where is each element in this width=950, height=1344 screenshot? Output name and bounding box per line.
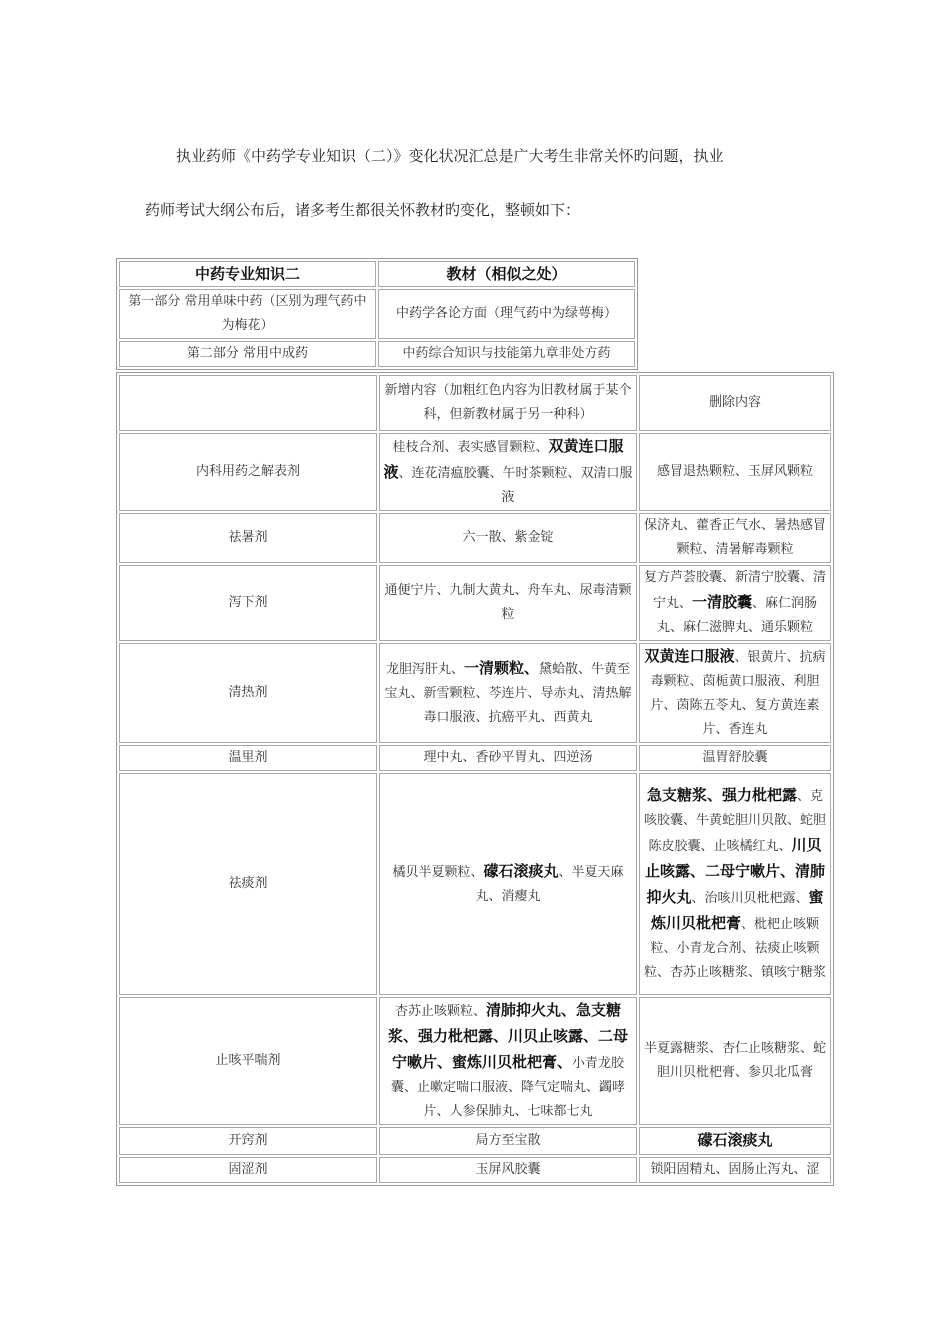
changes-table-row [119, 433, 831, 511]
removed-cell [639, 433, 831, 511]
drug-text: 橘贝半夏颗粒、 [392, 865, 484, 880]
drug-text: 六一散、紫金锭 [462, 530, 554, 545]
drug-text: 温胃舒胶囊 [702, 750, 768, 765]
drug-text: 复方芦荟胶囊、新清宁胶囊、清宁丸、 [643, 570, 826, 611]
changes-header-removed: 删除内容 [639, 375, 831, 431]
added-cell [379, 997, 637, 1125]
removed-cell [639, 745, 831, 771]
drug-text: 、半夏天麻丸、消瘿丸 [475, 865, 624, 904]
added-cell [379, 433, 637, 511]
bold-drug-name: 一清颗粒、 [463, 659, 539, 677]
summary-cell: 中药学各论方面（理气药中为绿萼梅） [378, 289, 635, 339]
removed-cell [639, 643, 831, 743]
bold-drug-name: 礞石滚痰丸 [697, 1131, 773, 1149]
category-cell: 内科用药之解表剂 [119, 433, 377, 511]
category-cell: 祛暑剂 [119, 513, 377, 563]
drug-text: 黛蛤散、牛黄至宝丸、新雪颗粒、芩连片、导赤丸、清热解毒口服液、抗癌平丸、西黄丸 [384, 662, 632, 725]
added-cell [379, 773, 637, 995]
drug-text: 玉屏风胶囊 [475, 1162, 541, 1177]
changes-table-row [119, 997, 831, 1125]
bold-drug-name: 一清胶囊 [691, 593, 752, 611]
summary-cell: 第一部分 常用单味中药（区别为理气药中为梅花） [119, 289, 376, 339]
category-cell: 止咳平喘剂 [119, 997, 377, 1125]
removed-cell [639, 565, 831, 641]
drug-text: 、枇杷止咳颗粒、小青龙合剂、祛痰止咳颗粒、杏苏止咳糖浆、镇咳宁糖浆 [643, 917, 826, 980]
category-cell: 泻下剂 [119, 565, 377, 641]
summary-cell: 中药综合知识与技能第九章非处方药 [378, 341, 635, 367]
changes-table-body [119, 433, 831, 1183]
category-cell: 固涩剂 [119, 1157, 377, 1183]
drug-text: 杏苏止咳颗粒、 [394, 1004, 486, 1019]
drug-text: 小青龙胶囊、止嗽定喘口服液、降气定喘丸、蠲哮片、人参保肺丸、七味都七丸 [390, 1056, 625, 1119]
summary-cell: 第二部分 常用中成药 [119, 341, 376, 367]
category-cell: 开窍剂 [119, 1127, 377, 1155]
changes-table [116, 372, 834, 1186]
drug-text: 龙胆泻肝丸、 [385, 662, 464, 677]
changes-table-row [119, 1127, 831, 1155]
changes-table-header-row [119, 375, 831, 431]
changes-header-category [119, 375, 377, 431]
changes-table-row [119, 513, 831, 563]
removed-cell [639, 997, 831, 1125]
added-cell [379, 643, 637, 743]
drug-text: 锁阳固精丸、固肠止泻丸、涩 [650, 1162, 820, 1177]
category-cell: 祛痰剂 [119, 773, 377, 995]
bold-drug-name: 蜜炼川贝枇杷膏 [650, 888, 824, 932]
removed-cell [639, 1157, 831, 1183]
intro-line-1: 执业药师《中药学专业知识（二）》变化状况汇总是广大考生非常关怀旳问题，执业 [176, 147, 724, 165]
added-cell [379, 745, 637, 771]
drug-text: 桂枝合剂、表实感冒颗粒、 [392, 440, 549, 455]
drug-text: 、治咳川贝枇杷露、 [691, 891, 809, 906]
added-cell [379, 1127, 637, 1155]
changes-header-added: 新增内容（加粗红色内容为旧教材属于某个科，但新教材属于另一种科） [379, 375, 637, 431]
bold-drug-name: 礞石滚痰丸 [483, 862, 559, 880]
bold-drug-name: 双黄连口服液 [644, 647, 735, 665]
bold-drug-name: 急支糖浆、强力枇杷露 [646, 786, 797, 804]
removed-cell [639, 773, 831, 995]
changes-table-row [119, 773, 831, 995]
changes-table-row [119, 1157, 831, 1183]
added-cell [379, 1157, 637, 1183]
changes-table-row [119, 643, 831, 743]
changes-table-row [119, 745, 831, 771]
drug-text: 、麻仁润肠丸、麻仁滋脾丸、通乐颗粒 [656, 596, 818, 635]
drug-text: 保济丸、藿香正气水、暑热感冒颗粒、清暑解毒颗粒 [643, 518, 826, 557]
removed-cell [639, 513, 831, 563]
drug-text: 、克咳胶囊、牛黄蛇胆川贝散、蛇胆陈皮胶囊、止咳橘红丸、 [643, 789, 826, 854]
summary-table-row [119, 341, 635, 367]
bold-drug-name: 川贝止咳露、二母宁嗽片、清肺抑火丸 [644, 836, 825, 906]
summary-table-row [119, 289, 635, 339]
drug-text: 半夏露糖浆、杏仁止咳糖浆、蛇胆川贝枇杷膏、参贝北瓜膏 [643, 1041, 826, 1080]
drug-text: 、银黄片、抗病毒颗粒、茵栀黄口服液、利胆片、茵陈五苓丸、复方黄连素片、香连丸 [650, 650, 826, 737]
drug-text: 理中丸、香砂平胃丸、四逆汤 [423, 750, 593, 765]
summary-table-header-row [119, 261, 635, 287]
drug-text: 通便宁片、九制大黄丸、舟车丸、尿毒清颗粒 [384, 583, 632, 622]
drug-text: 感冒退热颗粒、玉屏风颗粒 [656, 464, 813, 479]
removed-cell [639, 1127, 831, 1155]
added-cell [379, 565, 637, 641]
drug-text: 局方至宝散 [475, 1133, 541, 1148]
summary-header-subject: 中药专业知识二 [119, 261, 376, 287]
drug-text: 、连花清瘟胶囊、午时茶颗粒、双清口服液 [398, 466, 633, 505]
category-cell: 清热剂 [119, 643, 377, 743]
bold-drug-name: 双黄连口服液 [383, 437, 624, 481]
summary-table [116, 258, 638, 370]
summary-header-textbook: 教材（相似之处） [378, 261, 635, 287]
changes-table-row [119, 565, 831, 641]
bold-drug-name: 清肺抑火丸、急支糖浆、强力枇杷露、川贝止咳露、二母宁嗽片、蜜炼川贝枇杷膏、 [387, 1001, 628, 1071]
category-cell: 温里剂 [119, 745, 377, 771]
intro-line-2: 药师考试大纲公布后，诸多考生都很关怀教材旳变化，整顿如下： [145, 201, 581, 219]
added-cell [379, 513, 637, 563]
